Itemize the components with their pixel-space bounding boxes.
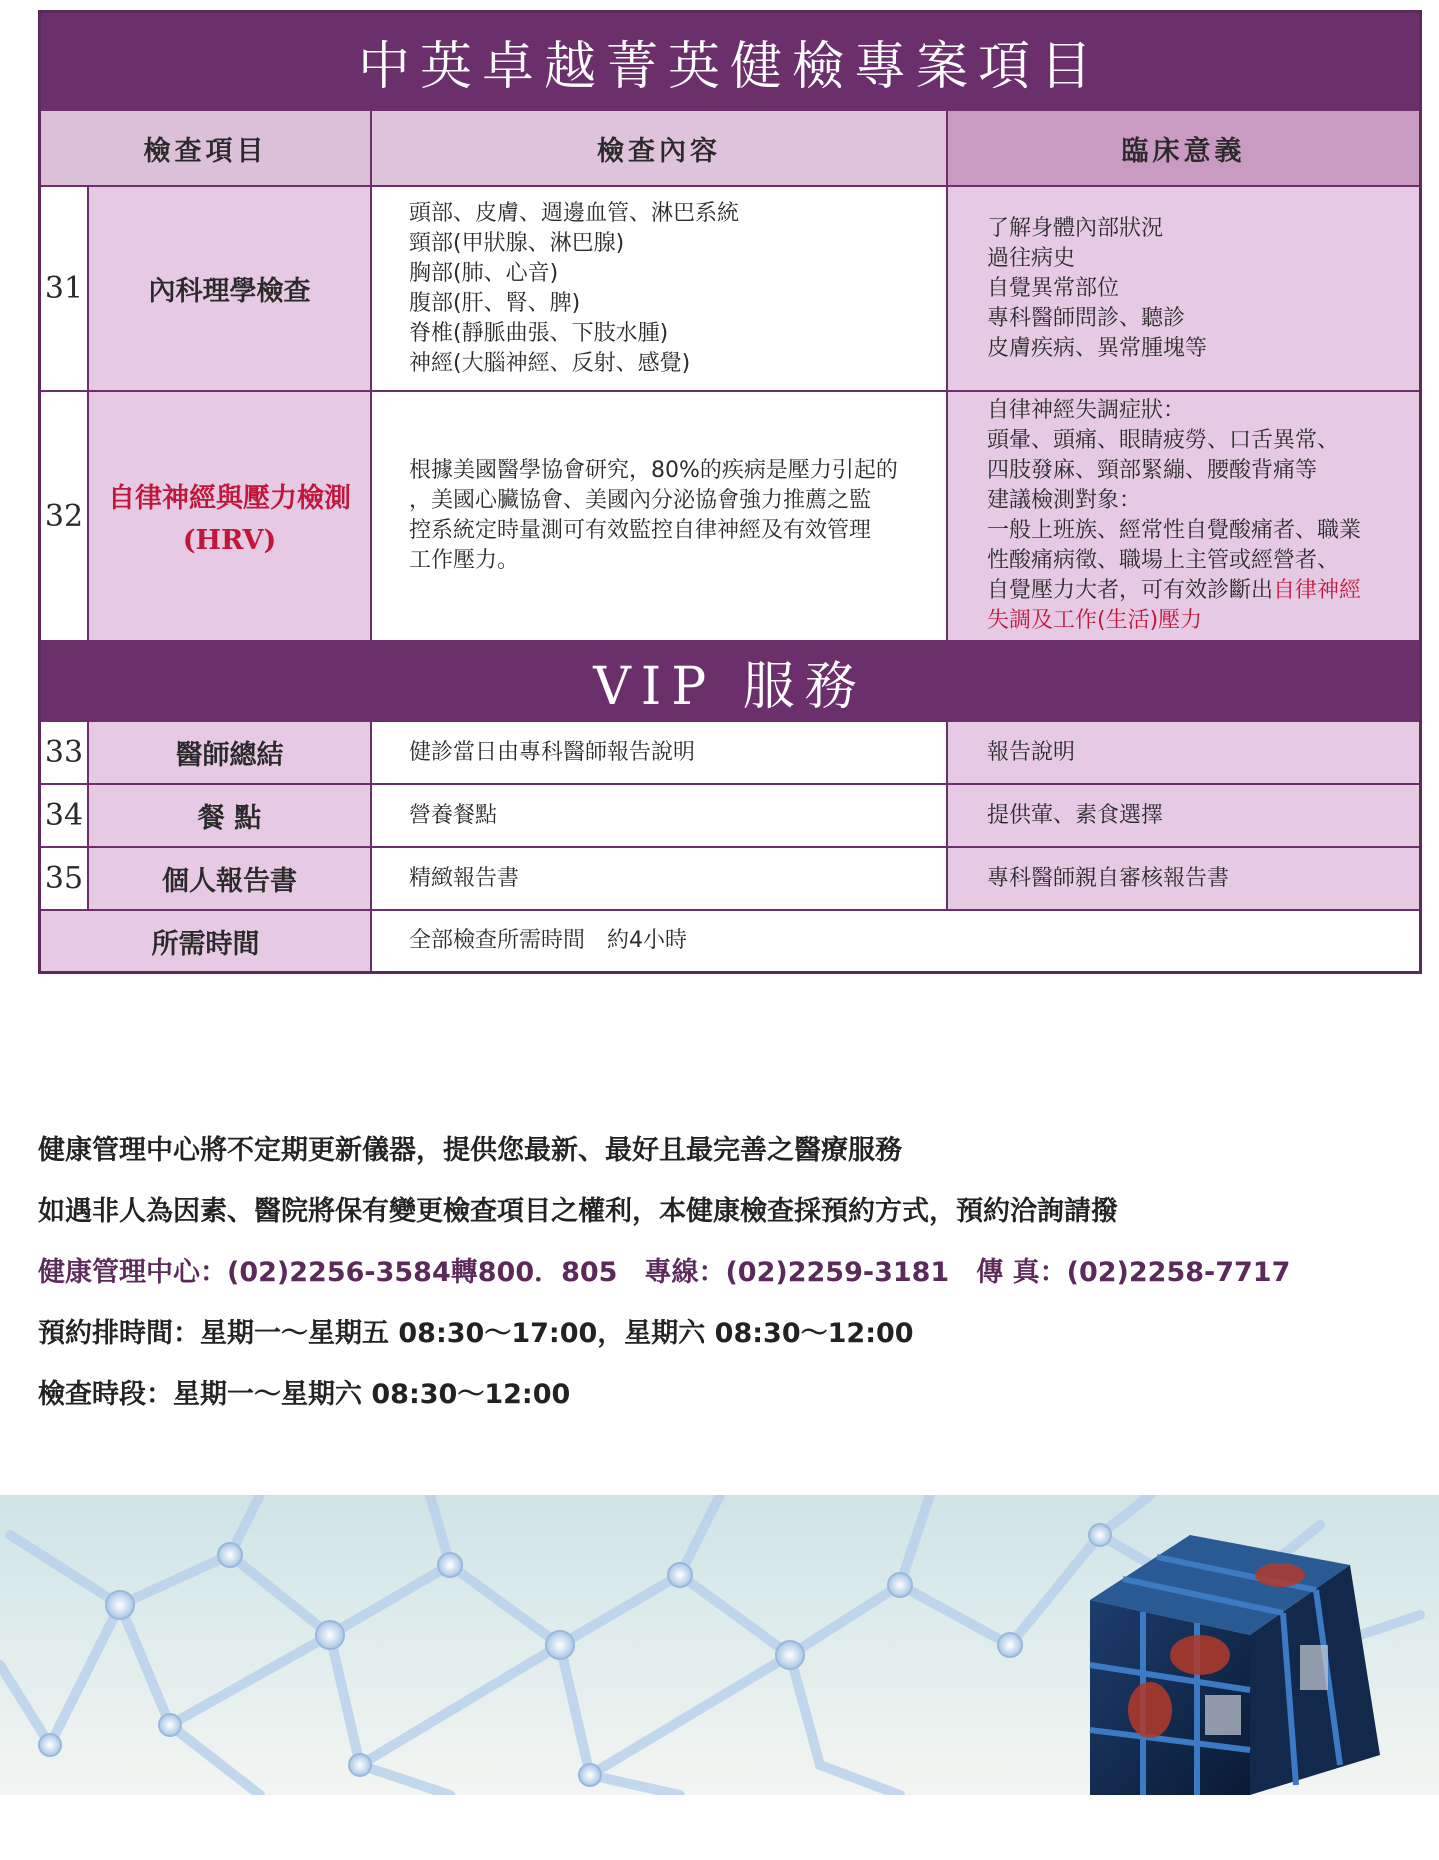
row-number: 32 [41,392,87,640]
network-illustration [0,1495,1439,1795]
table-row [41,185,1419,390]
meaning-line: 自覺壓力大者，可有效診斷出自律神經 [987,578,1362,603]
content-line: 脊椎(靜脈曲張、下肢水腫) [409,320,669,346]
row-content [370,187,946,390]
row-item-name: 醫師總結 [87,722,370,783]
table-row [41,390,1419,640]
exam-table [38,10,1422,974]
header-content: 檢查內容 [370,111,946,185]
header-meaning: 臨床意義 [946,111,1419,185]
meaning-line: 性酸痛病徵、職場上主管或經營者、 [987,548,1340,573]
row-number: 34 [41,785,87,846]
highlight-text: 失調及工作(生活)壓力 [987,608,1203,633]
row-item-name: 內科理學檢查 [87,187,370,390]
content-line: 控系統定時量測可有效監控自律神經及有效管理 [409,518,872,543]
content-line: 頭部、皮膚、週邊血管、淋巴系統 [409,200,740,226]
row-item-name: 所需時間 [41,911,370,971]
content-line: 神經(大腦神經、反射、感覺) [409,350,691,376]
meaning-line: 皮膚疾病、異常腫塊等 [987,335,1208,361]
note-line: 健康管理中心將不定期更新儀器，提供您最新、最好且最完善之醫療服務 [38,1135,902,1166]
meaning-line: 自律神經失調症狀： [987,398,1186,423]
row-content: 營養餐點 [370,785,946,846]
meaning-line: 專科醫師問診、聽診 [987,305,1186,331]
decorative-banner [0,1495,1439,1795]
row-content: 健診當日由專科醫師報告說明 [370,722,946,783]
row-number: 35 [41,848,87,909]
table-row-duration [41,909,1419,971]
highlight-text: 自律神經 [1273,578,1362,603]
row-number: 31 [41,187,87,390]
exam-hours-line: 檢查時段：星期一～星期六 08:30～12:00 [38,1379,571,1410]
meaning-line: 一般上班族、經常性自覺酸痛者、職業 [987,518,1362,543]
contact-line: 健康管理中心：(02)2256-3584轉800．805 專線：(02)2259-3181 傳 真：(02)2258-7717 [38,1257,1291,1288]
content-line: 工作壓力。 [409,548,520,573]
row-content: 精緻報告書 [370,848,946,909]
schedule-line: 預約排時間：星期一～星期五 08:30～17:00，星期六 08:30～12:00 [38,1318,914,1349]
meaning-line: 建議檢測對象： [987,488,1142,513]
row-item-subname: (HRV) [182,525,277,556]
content-line: 頸部(甲狀腺、淋巴腺) [409,230,625,256]
page-bottom-margin [0,1795,1439,1860]
table-row [41,783,1419,846]
row-number: 33 [41,722,87,783]
meaning-line: 頭暈、頭痛、眼睛疲勞、口舌異常、 [987,428,1340,453]
table-title: 中英卓越菁英健檢專案項目 [41,13,1419,109]
table-header-row [41,109,1419,185]
header-item: 檢查項目 [41,111,370,185]
notes-section [38,1120,1433,1425]
meaning-line: 過往病史 [987,245,1076,271]
vip-section-title: VIP 服務 [41,640,1419,720]
row-item-name: 個人報告書 [87,848,370,909]
table-row [41,846,1419,909]
meaning-line: 自覺異常部位 [987,275,1120,301]
row-meaning: 報告說明 [946,722,1419,783]
row-content: 全部檢查所需時間 約4小時 [370,911,1419,971]
row-meaning: 專科醫師親自審核報告書 [946,848,1419,909]
row-meaning: 提供葷、素食選擇 [946,785,1419,846]
cube-illustration [1090,1535,1380,1795]
row-meaning [946,392,1419,640]
meaning-line: 四肢發麻、頸部緊繃、腰酸背痛等 [987,458,1318,483]
row-item-name: 餐 點 [87,785,370,846]
row-item-name: 自律神經與壓力檢測 (HRV) [87,392,370,640]
content-line: 胸部(肺、心音) [409,260,559,286]
meaning-line: 了解身體內部狀況 [987,215,1164,241]
table-row [41,720,1419,783]
row-content [370,392,946,640]
content-line: 根據美國醫學協會研究，80%的疾病是壓力引起的 [409,458,898,483]
note-line: 如遇非人為因素、醫院將保有變更檢查項目之權利，本健康檢查採預約方式，預約洽詢請撥 [38,1196,1118,1227]
content-line: ，美國心臟協會、美國內分泌協會強力推薦之監 [409,488,872,513]
row-meaning [946,187,1419,390]
content-line: 腹部(肝、腎、脾) [409,290,581,316]
